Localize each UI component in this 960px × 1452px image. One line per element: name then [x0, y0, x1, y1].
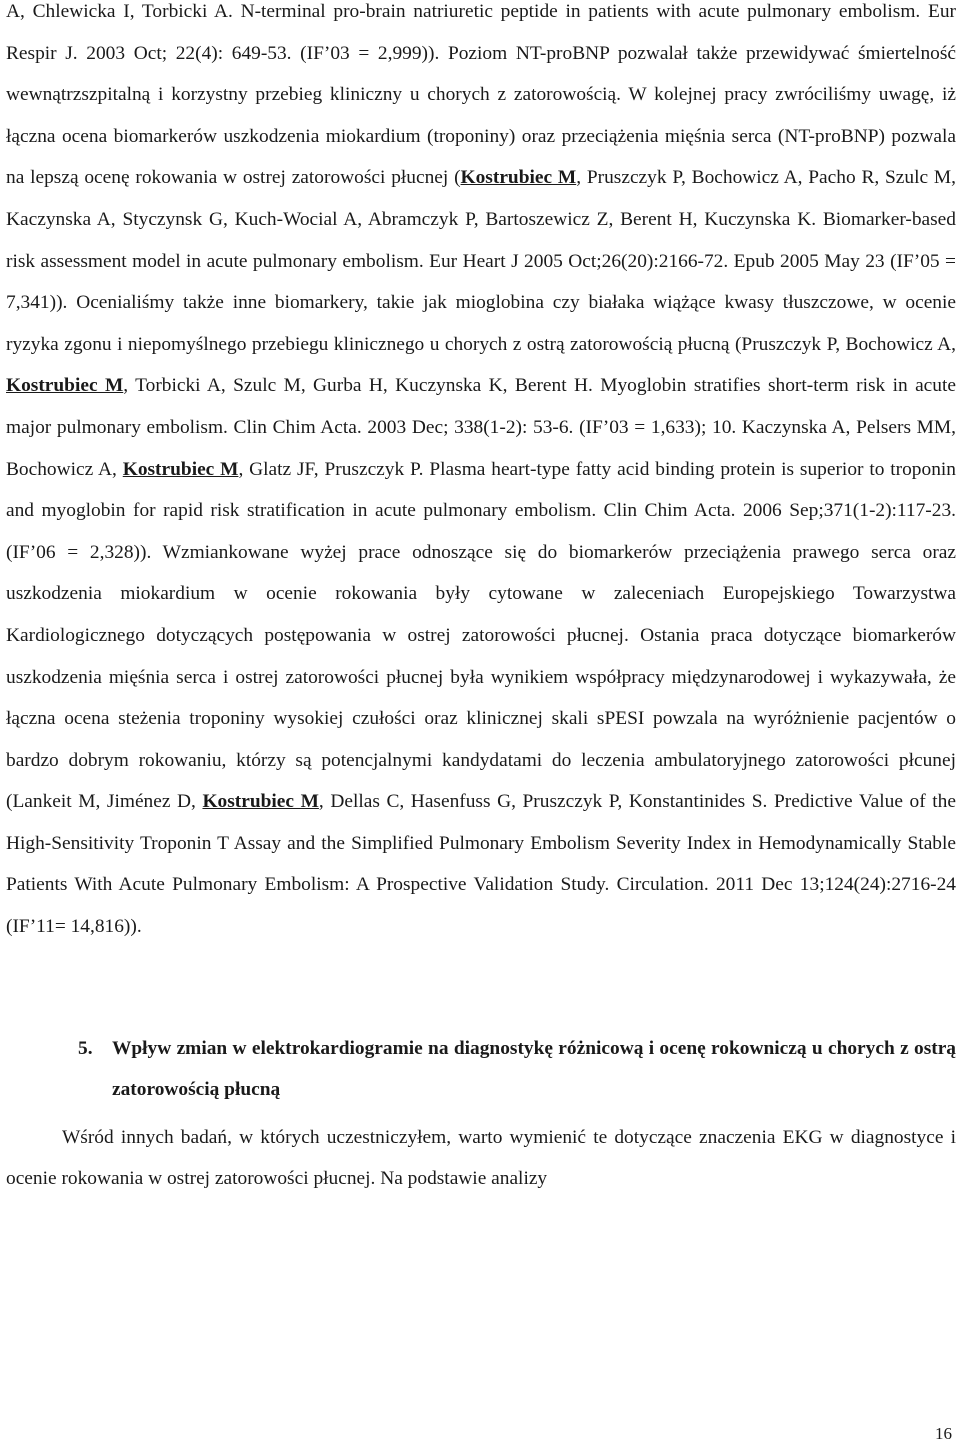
paragraph-text: , Glatz JF, Pruszczyk P. Plasma heart-type fatty acid binding protein is superior to troponin and myoglobin for rapid risk stratification in acute pulmonary embolism. Clin Chim Acta. 2006 Sep;371(1-2):117-23. (IF’06 = 2,328)). Wzmiankowane wyżej prace odnoszące się do biomarkerów przeciążenia prawego serca oraz uszkodzenia miokardium w ocenie rokowania były cytowane w zaleceniach Europejskiego Towarzystwa Kardiologicznego dotyczących postępowania w ostrej zatorowości płucnej. Ostania praca dotyczące biomarkerów uszkodzenia mięśnia serca i ostrej zatorowości płucnej była wynikiem współpracy międzynarodowej i wykazywała, że łączna ocena steżenia troponiny wysokiej czułości oraz klinicznej skali sPESI powzala na wyróżnienie pacjentów o bardzo dobrym rokowaniu, którzy są potencjalnymi kandydatami do leczenia ambulatoryjnego zatorowości płcunej (Lankeit M, Jiménez D, — [6, 458, 956, 813]
paragraph-text: A, Chlewicka I, Torbicki A. N-terminal pro-brain natriuretic peptide in patients with acute pulmonary embolism. Eur Respir J. 2003 Oct; 22(4): 649-53. (IF’03 = 2,999)). Poziom NT-proBNP pozwalał także przewidywać śmiertelność wewnątrzszpitalną i korzystny przebieg kliniczny u chorych z zatorowością. W kolejnej pracy zwróciliśmy uwagę, iż łączna ocena biomarkerów uszkodzenia miokardium (troponiny) oraz przeciążenia mięśnia serca (NT-proBNP) pozwala na lepszą ocenę rokowania w ostrej zatorowości płucnej ( — [6, 1, 956, 189]
body-paragraph-references — [6, 0, 956, 948]
section-title: Wpływ zmian w elektrokardiogramie na diagnostykę różnicową i ocenę rokowniczą u chorych z ostrą zatorowością płucną — [112, 1037, 956, 1101]
highlighted-author-name: Kostrubiec M — [6, 375, 124, 397]
paragraph-text: , Torbicki A, Szulc M, Gurba H, Kuczynska K, Berent H. Myoglobin stratifies short-term risk in acute major pulmonary embolism. Clin Chim Acta. 2003 Dec; 338(1-2): 53-6. (IF’03 = 1,633); 10. Kaczynska A, Pelsers MM, Bochowicz A, — [6, 375, 956, 480]
section-heading — [6, 1028, 956, 1111]
highlighted-author-name: Kostrubiec M — [122, 458, 239, 480]
paragraph-text: , Pruszczyk P, Bochowicz A, Pacho R, Szulc M, Kaczynska A, Styczynsk G, Kuch-Wocial A, Abramczyk P, Bartoszewicz Z, Berent H, Kuczynska K. Biomarker-based risk assessment model in acute pulmonary embolism. Eur Heart J 2005 Oct;26(20):2166-72. Epub 2005 May 23 (IF’05 = 7,341)). Ocenialiśmy także inne biomarkery, takie jak mioglobina czy białaka wiążące kwasy tłuszczowe, w ocenie ryzyka zgonu i niepomyślnego przebiegu klinicznego u chorych z ostrą zatorowością płucną (Pruszczyk P, Bochowicz A, — [6, 167, 956, 355]
document-page — [6, 0, 956, 1200]
body-paragraph-ekg: Wśród innych badań, w których uczestniczyłem, warto wymienić te dotyczące znaczenia EKG w diagnostyce i ocenie rokowania w ostrej zatorowości płucnej. Na podstawie analizy — [6, 1126, 956, 1190]
highlighted-author-name: Kostrubiec M — [460, 167, 577, 189]
section-number: 5. — [78, 1037, 93, 1059]
section-spacer — [6, 948, 956, 1028]
highlighted-author-name: Kostrubiec M — [202, 791, 319, 813]
page-number: 16 — [935, 1424, 952, 1443]
paragraph-text: , Dellas C, Hasenfuss G, Pruszczyk P, Konstantinides S. Predictive Value of the High-Sensitivity Troponin T Assay and the Simplified Pulmonary Embolism Severity Index in Hemodynamically Stable Patients With Acute Pulmonary Embolism: A Prospective Validation Study. Circulation. 2011 Dec 13;124(24):2716-24 (IF’11= 14,816)). — [6, 791, 956, 938]
